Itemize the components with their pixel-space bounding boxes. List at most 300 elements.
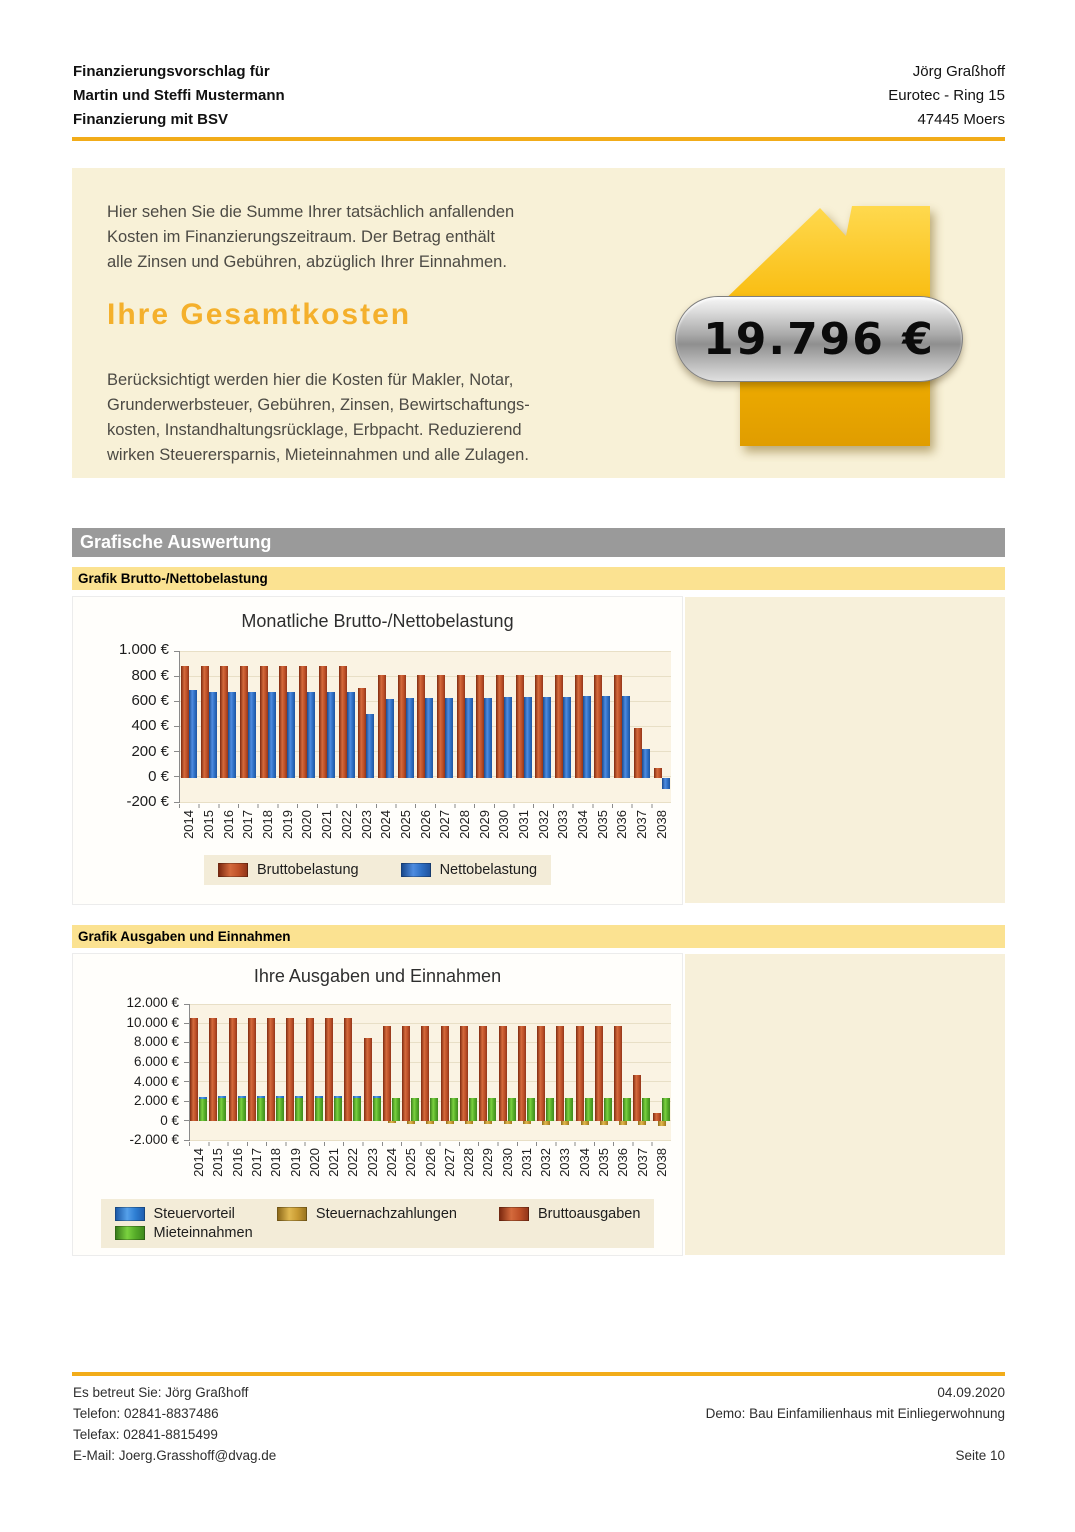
x-axis-tick-label [478, 1148, 497, 1190]
footer-divider [72, 1372, 1005, 1376]
year-label: 2035 [594, 810, 610, 839]
summary-details-text [107, 368, 530, 468]
bar-mieteinnahmen [373, 1098, 381, 1121]
x-axis-labels [179, 810, 671, 854]
x-axis-tick-label [258, 810, 278, 854]
year-label: 2033 [557, 1148, 573, 1177]
year-label: 2027 [437, 810, 453, 839]
bar-group [179, 651, 199, 803]
chart2-section-header: Grafik Ausgaben und Einnahmen [72, 925, 1005, 948]
house-icon [670, 186, 1005, 478]
bar-bruttoausgaben [537, 1026, 545, 1122]
bar-mieteinnahmen [623, 1098, 631, 1121]
year-label: 2019 [287, 1148, 303, 1177]
x-axis-tick-label [459, 1148, 478, 1190]
bar-bruttoausgaben [248, 1018, 256, 1122]
bar-steuernachzahlungen [465, 1121, 473, 1124]
bar-mieteinnahmen [257, 1098, 265, 1121]
x-axis-tick-label [238, 810, 258, 854]
bar-bruttoausgaben [286, 1018, 294, 1122]
year-label: 2017 [248, 1148, 264, 1177]
bar-mieteinnahmen [315, 1098, 323, 1121]
document-title-line: Finanzierung mit BSV [73, 111, 229, 128]
document-title-line: Finanzierungsvorschlag für [73, 63, 270, 80]
advisor-street: Eurotec - Ring 15 [888, 87, 1005, 104]
year-label: 2016 [220, 810, 236, 839]
y-axis-tick-label: 600 € [131, 691, 169, 709]
legend-swatch-icon [115, 1226, 145, 1240]
x-axis-tick-label [498, 1148, 517, 1190]
chart-title: Ihre Ausgaben und Einnahmen [253, 966, 502, 986]
x-axis-tick-label [455, 810, 475, 854]
bar-bruttobelastung [299, 666, 307, 777]
bar-group [266, 1004, 285, 1141]
x-axis-tick-label [363, 1148, 382, 1190]
bar-mieteinnahmen [295, 1098, 303, 1121]
header-divider [72, 137, 1005, 141]
legend-swatch-icon [499, 1207, 529, 1221]
bar-group [376, 651, 396, 803]
y-axis-tick-label: 2.000 € [133, 1093, 179, 1109]
bar-mieteinnahmen [392, 1098, 400, 1121]
x-axis-tick-label [277, 810, 297, 854]
year-label: 2028 [461, 1148, 477, 1177]
year-label: 2015 [201, 810, 217, 839]
bar-group [382, 1004, 401, 1141]
y-axis-tick-label: 1.000 € [118, 641, 169, 659]
bar-nettobelastung [524, 697, 532, 778]
x-axis-tick-label [337, 810, 357, 854]
bar-bruttobelastung [496, 675, 504, 778]
bar-bruttoausgaben [633, 1075, 641, 1121]
x-axis-tick-label [266, 1148, 285, 1190]
side-panel [685, 597, 1005, 903]
bar-bruttoausgaben [306, 1018, 314, 1122]
summary-details-line: wirken Steuerersparnis, Mieteinnahmen und alle Zulagen. [107, 446, 529, 464]
legend-item [499, 1206, 640, 1222]
bar-steuervorteil [315, 1096, 323, 1098]
year-label: 2031 [518, 1148, 534, 1177]
bar-group [632, 1004, 651, 1141]
bar-bruttoausgaben [518, 1026, 526, 1122]
bar-group [218, 651, 238, 803]
bar-mieteinnahmen [411, 1098, 419, 1121]
legend-label: Bruttobelastung [257, 862, 359, 878]
bar-group [285, 1004, 304, 1141]
year-label: 2030 [499, 1148, 515, 1177]
bar-steuernachzahlungen [504, 1121, 512, 1124]
bar-steuernachzahlungen [542, 1121, 550, 1124]
bar-steuernachzahlungen [523, 1121, 531, 1124]
x-axis-tick-label [632, 1148, 651, 1190]
legend-row [115, 1206, 641, 1222]
advisor-address-block [888, 60, 1005, 132]
bar-group [536, 1004, 555, 1141]
bar-group [459, 1004, 478, 1141]
legend-item [115, 1206, 235, 1222]
x-axis-tick-label [401, 1148, 420, 1190]
bar-bruttobelastung [260, 666, 268, 777]
bar-group [199, 651, 219, 803]
bar-group [337, 651, 357, 803]
bar-steuernachzahlungen [638, 1121, 646, 1125]
legend-item [218, 862, 359, 878]
year-label: 2038 [653, 1148, 669, 1177]
bar-bruttoausgaben [595, 1026, 603, 1122]
y-axis-tick-label: 6.000 € [133, 1053, 179, 1069]
year-label: 2017 [240, 810, 256, 839]
bar-bruttoausgaben [421, 1026, 429, 1122]
year-label: 2035 [596, 1148, 612, 1177]
bar-bruttoausgaben [556, 1026, 564, 1122]
bar-steuervorteil [199, 1097, 207, 1099]
x-axis-tick-label [382, 1148, 401, 1190]
bar-mieteinnahmen [276, 1098, 284, 1121]
bar-group [478, 1004, 497, 1141]
bar-group [324, 1004, 343, 1141]
bar-group [652, 651, 672, 803]
bar-bruttoausgaben [344, 1018, 352, 1122]
bar-group [343, 1004, 362, 1141]
x-axis-tick-label [396, 810, 416, 854]
bar-bruttobelastung [575, 675, 583, 778]
bar-steuernachzahlungen [600, 1121, 608, 1125]
bar-bruttobelastung [535, 675, 543, 778]
year-label: 2029 [476, 810, 492, 839]
year-label: 2026 [417, 810, 433, 839]
x-axis-tick-label [555, 1148, 574, 1190]
bar-nettobelastung [189, 690, 197, 777]
x-axis-tick-label [415, 810, 435, 854]
year-label: 2016 [229, 1148, 245, 1177]
summary-intro-line: Kosten im Finanzierungszeitraum. Der Betrag enthält [107, 228, 495, 246]
bar-group [652, 1004, 671, 1141]
bar-group [440, 1004, 459, 1141]
footer-spacer [706, 1424, 1005, 1445]
bar-steuernachzahlungen [484, 1121, 492, 1124]
x-axis-tick-label [199, 810, 219, 854]
y-axis-tick-label: 800 € [131, 666, 169, 684]
bar-group [612, 651, 632, 803]
x-axis-tick-label [652, 1148, 671, 1190]
bar-groups [189, 1004, 671, 1141]
y-axis-tick-label: 0 € [148, 767, 169, 785]
bar-group [317, 651, 337, 803]
bar-group [208, 1004, 227, 1141]
x-axis-tick-label [494, 810, 514, 854]
legend-swatch-icon [401, 863, 431, 877]
bar-group [396, 651, 416, 803]
x-axis-tick-label [356, 810, 376, 854]
year-label: 2018 [268, 1148, 284, 1177]
bar-group [555, 1004, 574, 1141]
year-label: 2034 [575, 810, 591, 839]
bar-nettobelastung [563, 697, 571, 778]
x-axis-tick-label [228, 1148, 247, 1190]
y-axis-tick-label: 200 € [131, 742, 169, 760]
bar-bruttoausgaben [402, 1026, 410, 1122]
bar-group [494, 651, 514, 803]
bar-nettobelastung [209, 692, 217, 778]
bar-steuervorteil [373, 1096, 381, 1098]
legend-swatch-icon [277, 1207, 307, 1221]
bar-nettobelastung [622, 696, 630, 778]
bar-bruttoausgaben [576, 1026, 584, 1122]
bar-nettobelastung [642, 749, 650, 778]
bar-nettobelastung [602, 696, 610, 778]
footer-advisor: Es betreut Sie: Jörg Graßhoff [73, 1385, 249, 1400]
legend-label: Steuervorteil [153, 1206, 235, 1222]
bar-nettobelastung [445, 698, 453, 778]
x-axis-tick-label [189, 1148, 208, 1190]
bar-steuervorteil [295, 1096, 303, 1098]
bar-steuervorteil [276, 1096, 284, 1098]
bar-group [297, 651, 317, 803]
x-axis-tick-label [218, 810, 238, 854]
x-axis-tick-label [517, 1148, 536, 1190]
bar-bruttoausgaben [267, 1018, 275, 1122]
bar-bruttoausgaben [441, 1026, 449, 1122]
chart-title: Monatliche Brutto-/Nettobelastung [241, 611, 514, 631]
bar-bruttobelastung [634, 728, 642, 777]
year-label: 2037 [634, 810, 650, 839]
y-axis-tick-label: 10.000 € [126, 1014, 179, 1030]
year-label: 2022 [338, 810, 354, 839]
total-cost-summary-box [72, 168, 1005, 478]
bar-nettobelastung [662, 778, 670, 789]
x-axis-tick-label [575, 1148, 594, 1190]
year-label: 2019 [279, 810, 295, 839]
bar-bruttobelastung [457, 675, 465, 778]
year-label: 2021 [326, 1148, 342, 1177]
summary-details-line: Berücksichtigt werden hier die Kosten für Makler, Notar, [107, 371, 514, 389]
bar-group [228, 1004, 247, 1141]
year-label: 2023 [358, 810, 374, 839]
bar-nettobelastung [307, 692, 315, 778]
footer-fax: Telefax: 02841-8815499 [73, 1427, 218, 1442]
y-axis-tick-label: 400 € [131, 717, 169, 735]
bar-group [415, 651, 435, 803]
bar-group [401, 1004, 420, 1141]
legend-label: Steuernachzahlungen [315, 1206, 457, 1222]
bar-group [592, 651, 612, 803]
legend-item [115, 1225, 253, 1241]
bar-mieteinnahmen [488, 1098, 496, 1121]
bar-bruttoausgaben [479, 1026, 487, 1122]
advisor-city: 47445 Moers [917, 111, 1005, 128]
x-axis-tick-label [613, 1148, 632, 1190]
bar-bruttoausgaben [190, 1018, 198, 1122]
bar-steuernachzahlungen [561, 1121, 569, 1124]
bar-nettobelastung [228, 692, 236, 778]
year-label: 2036 [614, 810, 630, 839]
bar-bruttobelastung [358, 688, 366, 778]
bar-nettobelastung [543, 697, 551, 778]
bar-group [575, 1004, 594, 1141]
legend-row [115, 1225, 641, 1241]
legend-swatch-icon [218, 863, 248, 877]
bar-group [247, 1004, 266, 1141]
year-label: 2025 [397, 810, 413, 839]
summary-intro-line: alle Zinsen und Gebühren, abzüglich Ihrer Einnahmen. [107, 253, 507, 271]
bar-group [189, 1004, 208, 1141]
year-label: 2018 [260, 810, 276, 839]
year-label: 2023 [364, 1148, 380, 1177]
year-label: 2027 [441, 1148, 457, 1177]
bar-bruttoausgaben [209, 1018, 217, 1122]
bar-steuernachzahlungen [388, 1121, 396, 1123]
bar-steuernachzahlungen [581, 1121, 589, 1124]
bar-bruttobelastung [614, 675, 622, 778]
x-axis-tick-label [553, 810, 573, 854]
bar-group [573, 651, 593, 803]
bar-bruttobelastung [240, 666, 248, 777]
y-axis-tick-label: 0 € [160, 1112, 179, 1128]
footer-demo-label: Demo: Bau Einfamilienhaus mit Einliegerwohnung [705, 1406, 1005, 1421]
bar-mieteinnahmen [469, 1098, 477, 1121]
cost-amount-band [675, 296, 963, 382]
x-axis-tick-label [376, 810, 396, 854]
x-axis-tick-label [208, 1148, 227, 1190]
year-label: 2015 [210, 1148, 226, 1177]
bar-bruttobelastung [398, 675, 406, 778]
bar-group [305, 1004, 324, 1141]
footer-email: E-Mail: Joerg.Grasshoff@dvag.de [73, 1448, 277, 1463]
bar-mieteinnahmen [334, 1098, 342, 1121]
year-label: 2038 [653, 810, 669, 839]
x-axis-labels [189, 1148, 671, 1190]
bar-nettobelastung [406, 698, 414, 777]
bar-nettobelastung [347, 692, 355, 778]
x-axis-ticks [179, 804, 671, 808]
x-axis-ticks [189, 1142, 671, 1146]
bar-group [420, 1004, 439, 1141]
bar-bruttobelastung [417, 675, 425, 778]
bar-bruttobelastung [339, 666, 347, 777]
bar-steuervorteil [334, 1096, 342, 1098]
bar-mieteinnahmen [199, 1099, 207, 1122]
y-axis-tick-label: -200 € [126, 793, 169, 811]
legend-label: Mieteinnahmen [153, 1225, 253, 1241]
bar-bruttoausgaben [229, 1018, 237, 1122]
bar-group [238, 651, 258, 803]
bar-bruttobelastung [279, 666, 287, 777]
bar-bruttobelastung [319, 666, 327, 777]
chart-legend [204, 855, 551, 885]
legend-label: Bruttoausgaben [538, 1206, 641, 1222]
y-axis-tick-label: -2.000 € [129, 1132, 179, 1148]
year-label: 2029 [480, 1148, 496, 1177]
bar-bruttobelastung [516, 675, 524, 778]
y-axis-tick-label: 8.000 € [133, 1034, 179, 1050]
bar-group [553, 651, 573, 803]
x-axis-tick-label [317, 810, 337, 854]
year-label: 2014 [181, 810, 197, 839]
x-axis-tick-label [514, 810, 534, 854]
chart-brutto-nettobelastung [72, 596, 683, 905]
bar-nettobelastung [327, 692, 335, 778]
legend-label: Nettobelastung [439, 862, 538, 878]
legend-row [218, 862, 537, 878]
year-label: 2028 [456, 810, 472, 839]
bar-mieteinnahmen [238, 1098, 246, 1121]
x-axis-tick-label [440, 1148, 459, 1190]
bar-steuernachzahlungen [619, 1121, 627, 1125]
x-axis-tick-label [573, 810, 593, 854]
x-axis-tick-label [343, 1148, 362, 1190]
year-label: 2014 [191, 1148, 207, 1177]
summary-details-line: kosten, Instandhaltungsrücklage, Erbpacht. Reduzierend [107, 421, 522, 439]
bar-nettobelastung [386, 699, 394, 778]
legend-swatch-icon [115, 1207, 145, 1221]
side-panel [685, 954, 1005, 1255]
bar-steuervorteil [257, 1096, 265, 1098]
bar-nettobelastung [248, 692, 256, 778]
bar-mieteinnahmen [508, 1098, 516, 1121]
bar-steuernachzahlungen [658, 1121, 666, 1125]
summary-intro-text [107, 200, 514, 275]
bar-group [517, 1004, 536, 1141]
bar-steuervorteil [353, 1096, 361, 1098]
document-title-block [73, 60, 285, 132]
section-header-grafische-auswertung: Grafische Auswertung [72, 528, 1005, 557]
bar-bruttoausgaben [614, 1026, 622, 1122]
bar-groups [179, 651, 671, 803]
footer-meta-block [706, 1382, 1005, 1466]
bar-bruttobelastung [201, 666, 209, 777]
x-axis-tick-label [474, 810, 494, 854]
bar-group [363, 1004, 382, 1141]
bar-bruttoausgaben [499, 1026, 507, 1122]
bar-group [498, 1004, 517, 1141]
bar-steuernachzahlungen [446, 1121, 454, 1123]
bar-mieteinnahmen [353, 1098, 361, 1121]
bar-nettobelastung [366, 714, 374, 777]
bar-steuervorteil [218, 1096, 226, 1098]
y-axis-tick-label: 4.000 € [133, 1073, 179, 1089]
bar-group [356, 651, 376, 803]
bar-nettobelastung [287, 692, 295, 778]
bar-bruttobelastung [594, 675, 602, 778]
year-label: 2026 [422, 1148, 438, 1177]
year-label: 2034 [576, 1148, 592, 1177]
bar-bruttobelastung [654, 768, 662, 778]
year-label: 2021 [319, 810, 335, 839]
bar-nettobelastung [484, 698, 492, 778]
bar-bruttoausgaben [325, 1018, 333, 1122]
year-label: 2024 [378, 810, 394, 839]
total-cost-title: Ihre Gesamtkosten [107, 298, 412, 331]
bar-bruttobelastung [181, 666, 189, 777]
summary-details-line: Grunderwerbsteuer, Gebühren, Zinsen, Bewirtschaftungs- [107, 396, 530, 414]
legend-item [401, 862, 538, 878]
footer-date: 04.09.2020 [937, 1385, 1005, 1400]
bar-bruttobelastung [555, 675, 563, 778]
bar-nettobelastung [425, 698, 433, 778]
legend-item [277, 1206, 457, 1222]
bar-steuernachzahlungen [407, 1121, 415, 1123]
bar-mieteinnahmen [642, 1098, 650, 1121]
year-label: 2036 [615, 1148, 631, 1177]
bar-mieteinnahmen [430, 1098, 438, 1121]
chart-ausgaben-einnahmen [72, 953, 683, 1256]
chart-legend [101, 1199, 655, 1248]
bar-bruttobelastung [220, 666, 228, 777]
bar-mieteinnahmen [662, 1098, 670, 1121]
bar-group [474, 651, 494, 803]
footer-contact-block [73, 1382, 276, 1466]
bar-group [258, 651, 278, 803]
